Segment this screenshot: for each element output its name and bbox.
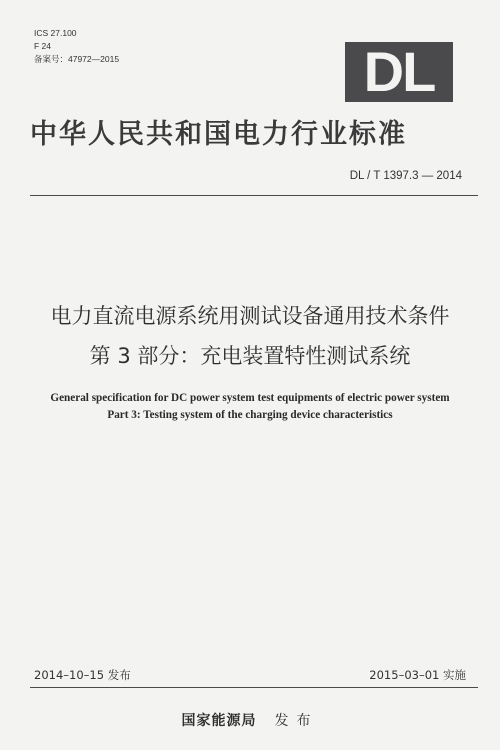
english-title-line-1: General specification for DC power system test equipments of electric power system bbox=[50, 392, 450, 404]
category-code: F 24 bbox=[34, 41, 52, 51]
implementation-date: 2015–03–01 实施 bbox=[369, 668, 466, 682]
issuer-line bbox=[0, 710, 500, 730]
chinese-title-line-2: 第 3 部分：充电装置特性测试系统 bbox=[89, 344, 411, 368]
record-number: 备案号：47972—2015 bbox=[34, 54, 120, 64]
issue-date: 2014–10–15 发布 bbox=[34, 668, 131, 682]
bottom-divider bbox=[30, 687, 478, 688]
issue-action: 发布 bbox=[274, 713, 319, 729]
ics-code: ICS 27.100 bbox=[34, 28, 77, 38]
chinese-title-line-1: 电力直流电源系统用测试设备通用技术条件 bbox=[50, 304, 450, 328]
standard-number: DL / T 1397.3 — 2014 bbox=[349, 170, 462, 182]
english-title-line-2: Part 3: Testing system of the charging device characteristics bbox=[107, 409, 393, 421]
top-divider bbox=[30, 195, 478, 196]
standard-title: 中华人民共和国电力行业标准 bbox=[30, 119, 407, 150]
dl-logo: DL bbox=[345, 42, 453, 102]
classification-block bbox=[34, 27, 119, 66]
issuing-organization: 国家能源局 bbox=[181, 713, 257, 729]
